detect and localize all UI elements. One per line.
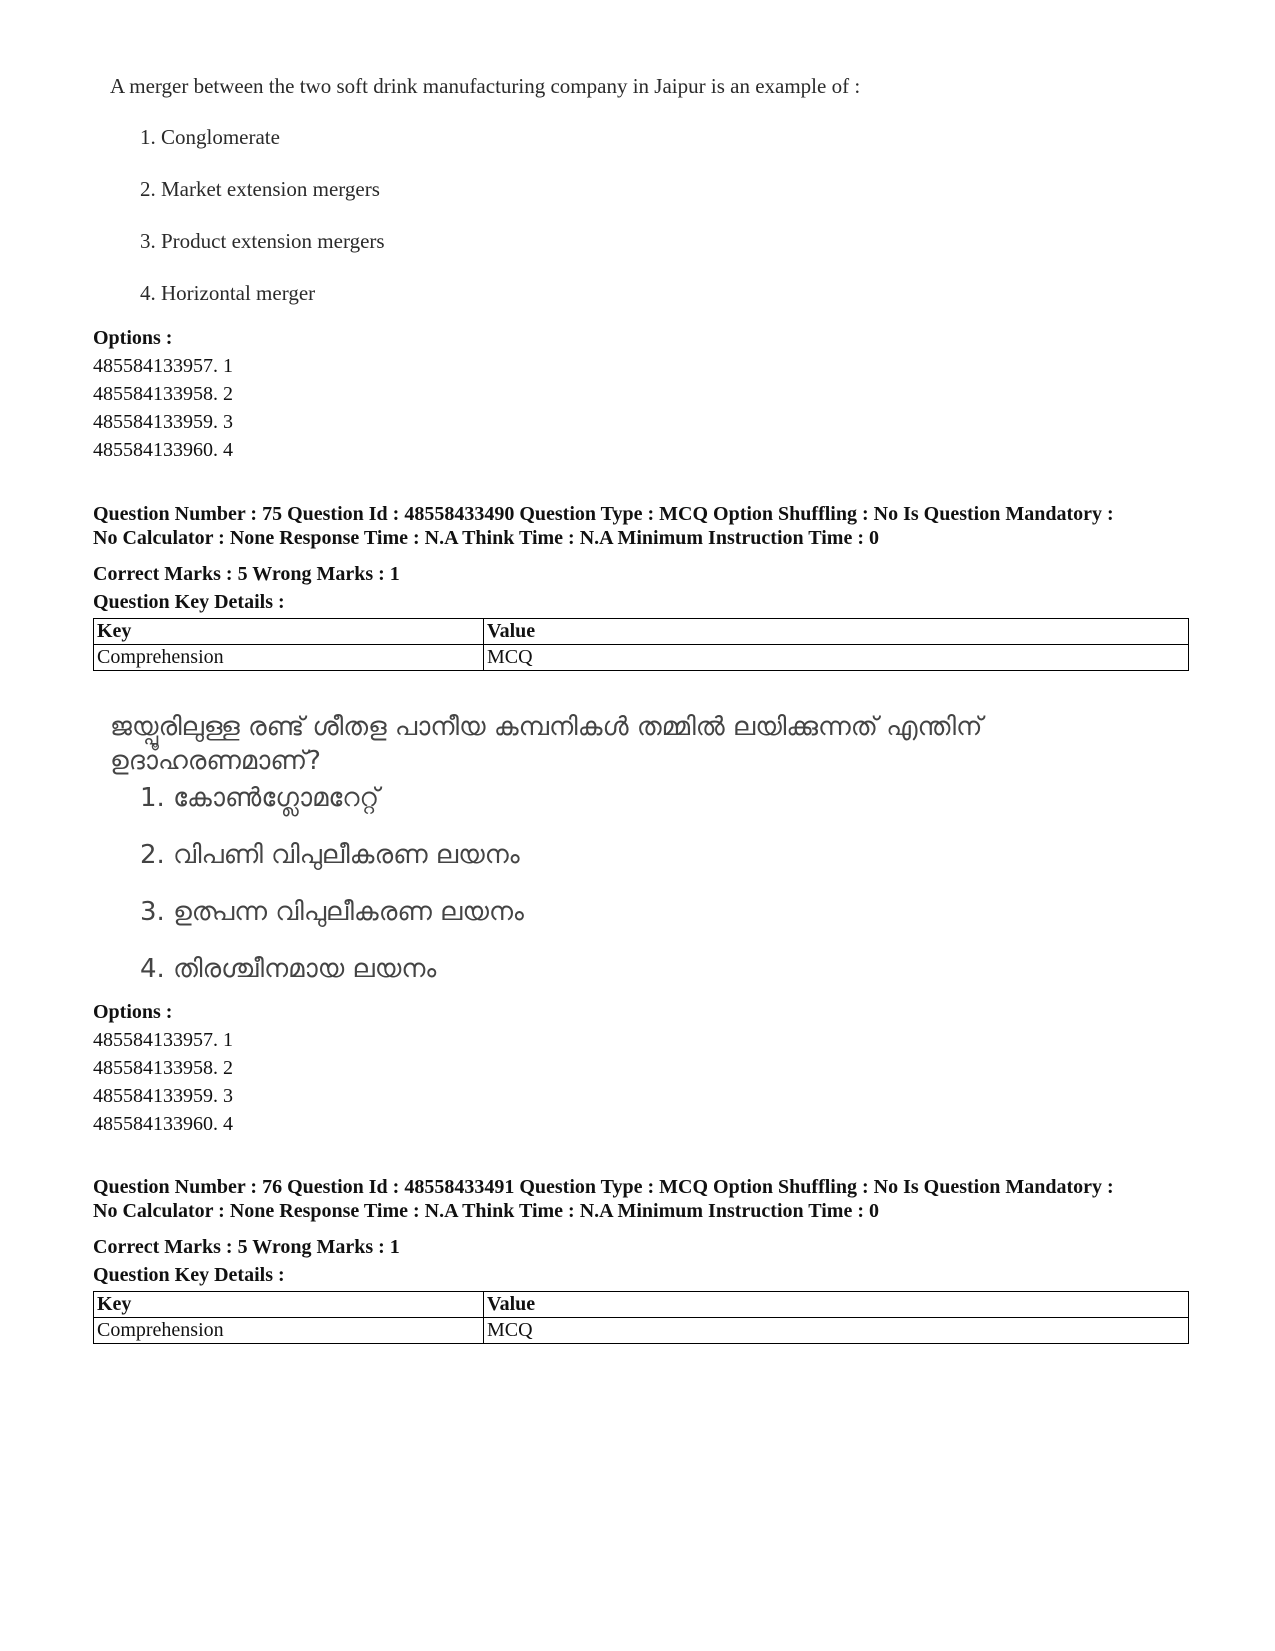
option-line: 485584133957. 1	[93, 1029, 233, 1051]
question-marks: Correct Marks : 5 Wrong Marks : 1	[93, 1236, 400, 1258]
table-cell-value: MCQ	[484, 645, 1189, 671]
table-header-key: Key	[94, 619, 484, 645]
question-stem-malayalam-line2: ഉദാഹരണമാണ്?	[110, 746, 321, 776]
question-meta-line2: No Calculator : None Response Time : N.A Think Time : N.A Minimum Instruction Time : 0	[93, 1200, 879, 1222]
question-meta-line1: Question Number : 75 Question Id : 48558433490 Question Type : MCQ Option Shuffling : No Is Question Mandatory :	[93, 503, 1114, 525]
table-header-value: Value	[484, 619, 1189, 645]
table-header-key: Key	[94, 1292, 484, 1318]
table-header-value: Value	[484, 1292, 1189, 1318]
question-stem-malayalam-line1: ജയ്പൂരിലുള്ള രണ്ട് ശീതള പാനീയ കമ്പനികൾ തമ്മിൽ ലയിക്കുന്നത് എന്തിന്	[110, 712, 983, 742]
question-marks: Correct Marks : 5 Wrong Marks : 1	[93, 563, 400, 585]
question-option-english-4: 4. Horizontal merger	[140, 281, 316, 305]
option-line: 485584133957. 1	[93, 355, 233, 377]
question-key-details-title: Question Key Details :	[93, 591, 285, 613]
question-meta-line2: No Calculator : None Response Time : N.A Think Time : N.A Minimum Instruction Time : 0	[93, 527, 879, 549]
option-line: 485584133960. 4	[93, 439, 233, 461]
option-line: 485584133959. 3	[93, 1085, 233, 1107]
table-cell-key: Comprehension	[94, 645, 484, 671]
question-key-table	[93, 618, 1189, 671]
question-option-english-1: 1. Conglomerate	[140, 125, 280, 149]
table-cell-key: Comprehension	[94, 1318, 484, 1344]
option-line: 485584133960. 4	[93, 1113, 233, 1135]
options-title: Options :	[93, 327, 173, 349]
question-meta	[93, 502, 1193, 550]
table-row	[94, 1318, 1189, 1344]
options-title: Options :	[93, 1001, 173, 1023]
question-stem-english: A merger between the two soft drink manufacturing company in Jaipur is an example of :	[110, 74, 861, 98]
question-stem-malayalam	[110, 710, 1110, 778]
question-meta-line1: Question Number : 76 Question Id : 48558433491 Question Type : MCQ Option Shuffling : No Is Question Mandatory :	[93, 1176, 1114, 1198]
table-row	[94, 645, 1189, 671]
question-key-table	[93, 1291, 1189, 1344]
option-line: 485584133958. 2	[93, 383, 233, 405]
question-option-malayalam-3: 3. ഉത്പന്ന വിപുലീകരണ ലയനം	[140, 897, 524, 927]
question-option-malayalam-4: 4. തിരശ്ചീനമായ ലയനം	[140, 954, 437, 984]
question-option-english-3: 3. Product extension mergers	[140, 229, 385, 253]
table-header-row	[94, 1292, 1189, 1318]
question-meta	[93, 1175, 1193, 1223]
question-option-malayalam-1: 1. കോൺഗ്ലോമറേറ്റ്	[140, 783, 380, 813]
question-option-malayalam-2: 2. വിപണി വിപുലീകരണ ലയനം	[140, 840, 520, 870]
question-key-details-title: Question Key Details :	[93, 1264, 285, 1286]
option-line: 485584133958. 2	[93, 1057, 233, 1079]
table-cell-value: MCQ	[484, 1318, 1189, 1344]
table-header-row	[94, 619, 1189, 645]
question-option-english-2: 2. Market extension mergers	[140, 177, 380, 201]
option-line: 485584133959. 3	[93, 411, 233, 433]
